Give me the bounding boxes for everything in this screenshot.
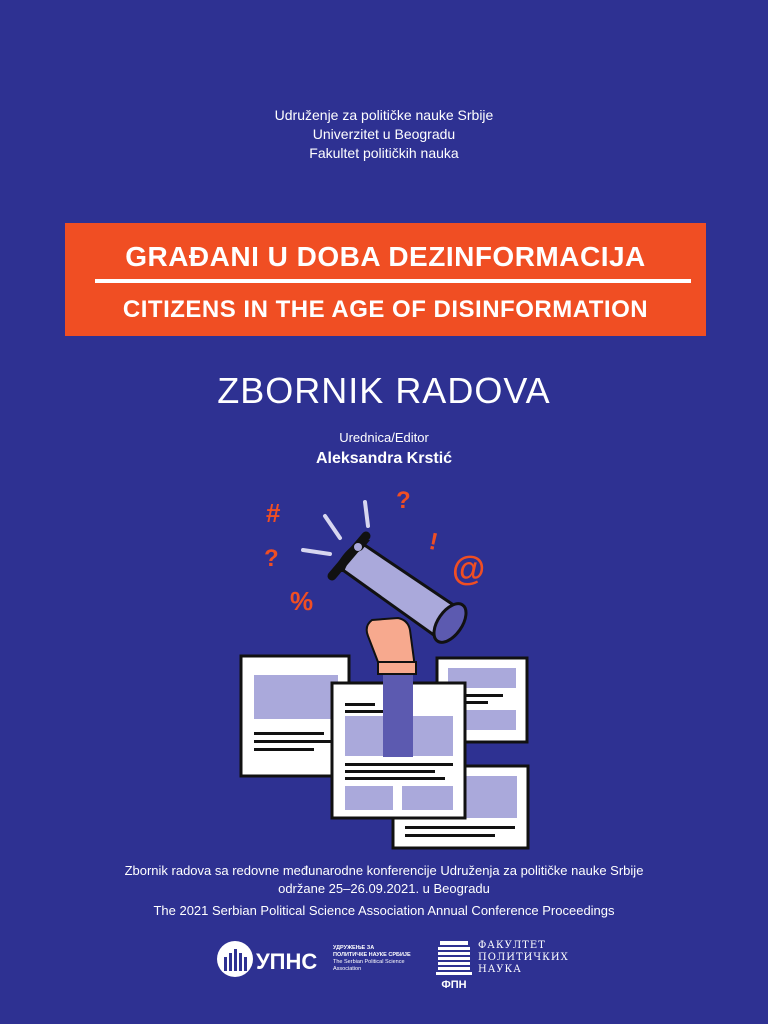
upns-logo-subtitle: УДРУЖЕЊЕ ЗА ПОЛИТИЧКЕ НАУКЕ СРБИЈЕ The Serbian Political Science Association (333, 945, 411, 972)
conference-description-en: The 2021 Serbian Political Science Association Annual Conference Proceedings (153, 903, 615, 918)
question-mark-icon: ? (396, 487, 411, 514)
publisher-university: Univerzitet u Beogradu (312, 126, 456, 142)
at-symbol-icon: @ (452, 550, 486, 588)
question-mark-left-icon: ? (264, 545, 279, 572)
publisher-faculty: Fakultet političkih nauka (309, 145, 459, 161)
conference-line-2: održane 25–26.09.2021. u Beogradu (278, 881, 490, 896)
percent-symbol-icon: % (290, 586, 314, 616)
conference-description-sr (0, 862, 768, 898)
title-serbian: GRAĐANI U DOBA DEZINFORMACIJA (125, 241, 646, 272)
title-english: CITIZENS IN THE AGE OF DISINFORMATION (122, 296, 649, 323)
publisher-association: Udruženje za političke nauke Srbije (274, 107, 494, 123)
hash-symbol-icon: # (266, 498, 281, 528)
editor-name: Aleksandra Krstić (315, 450, 453, 467)
megaphone-newspaper-illustration (0, 480, 768, 860)
conference-line-1: Zbornik radova sa redovne međunarodne konferencije Udruženja za političke nauke Srbije (124, 863, 644, 878)
fpn-logo (434, 939, 474, 991)
title-divider (95, 279, 691, 283)
hand-icon (367, 618, 416, 674)
exclamation-icon: ! (426, 527, 441, 557)
subtitle: ZBORNIK RADOVA (217, 370, 551, 411)
publishers-block (0, 106, 768, 163)
editor-role: Urednica/Editor (339, 430, 429, 445)
title-band (65, 223, 706, 336)
upns-logo (215, 939, 331, 979)
fpn-logo-wordmark: ФАКУЛТЕТ ПОЛИТИЧКИХ НАУКА (478, 940, 569, 975)
fpn-logo-text: ФПН (441, 979, 467, 991)
arm-icon (383, 670, 413, 757)
logos-row (0, 935, 768, 995)
upns-logo-text: УПНС (256, 949, 318, 974)
